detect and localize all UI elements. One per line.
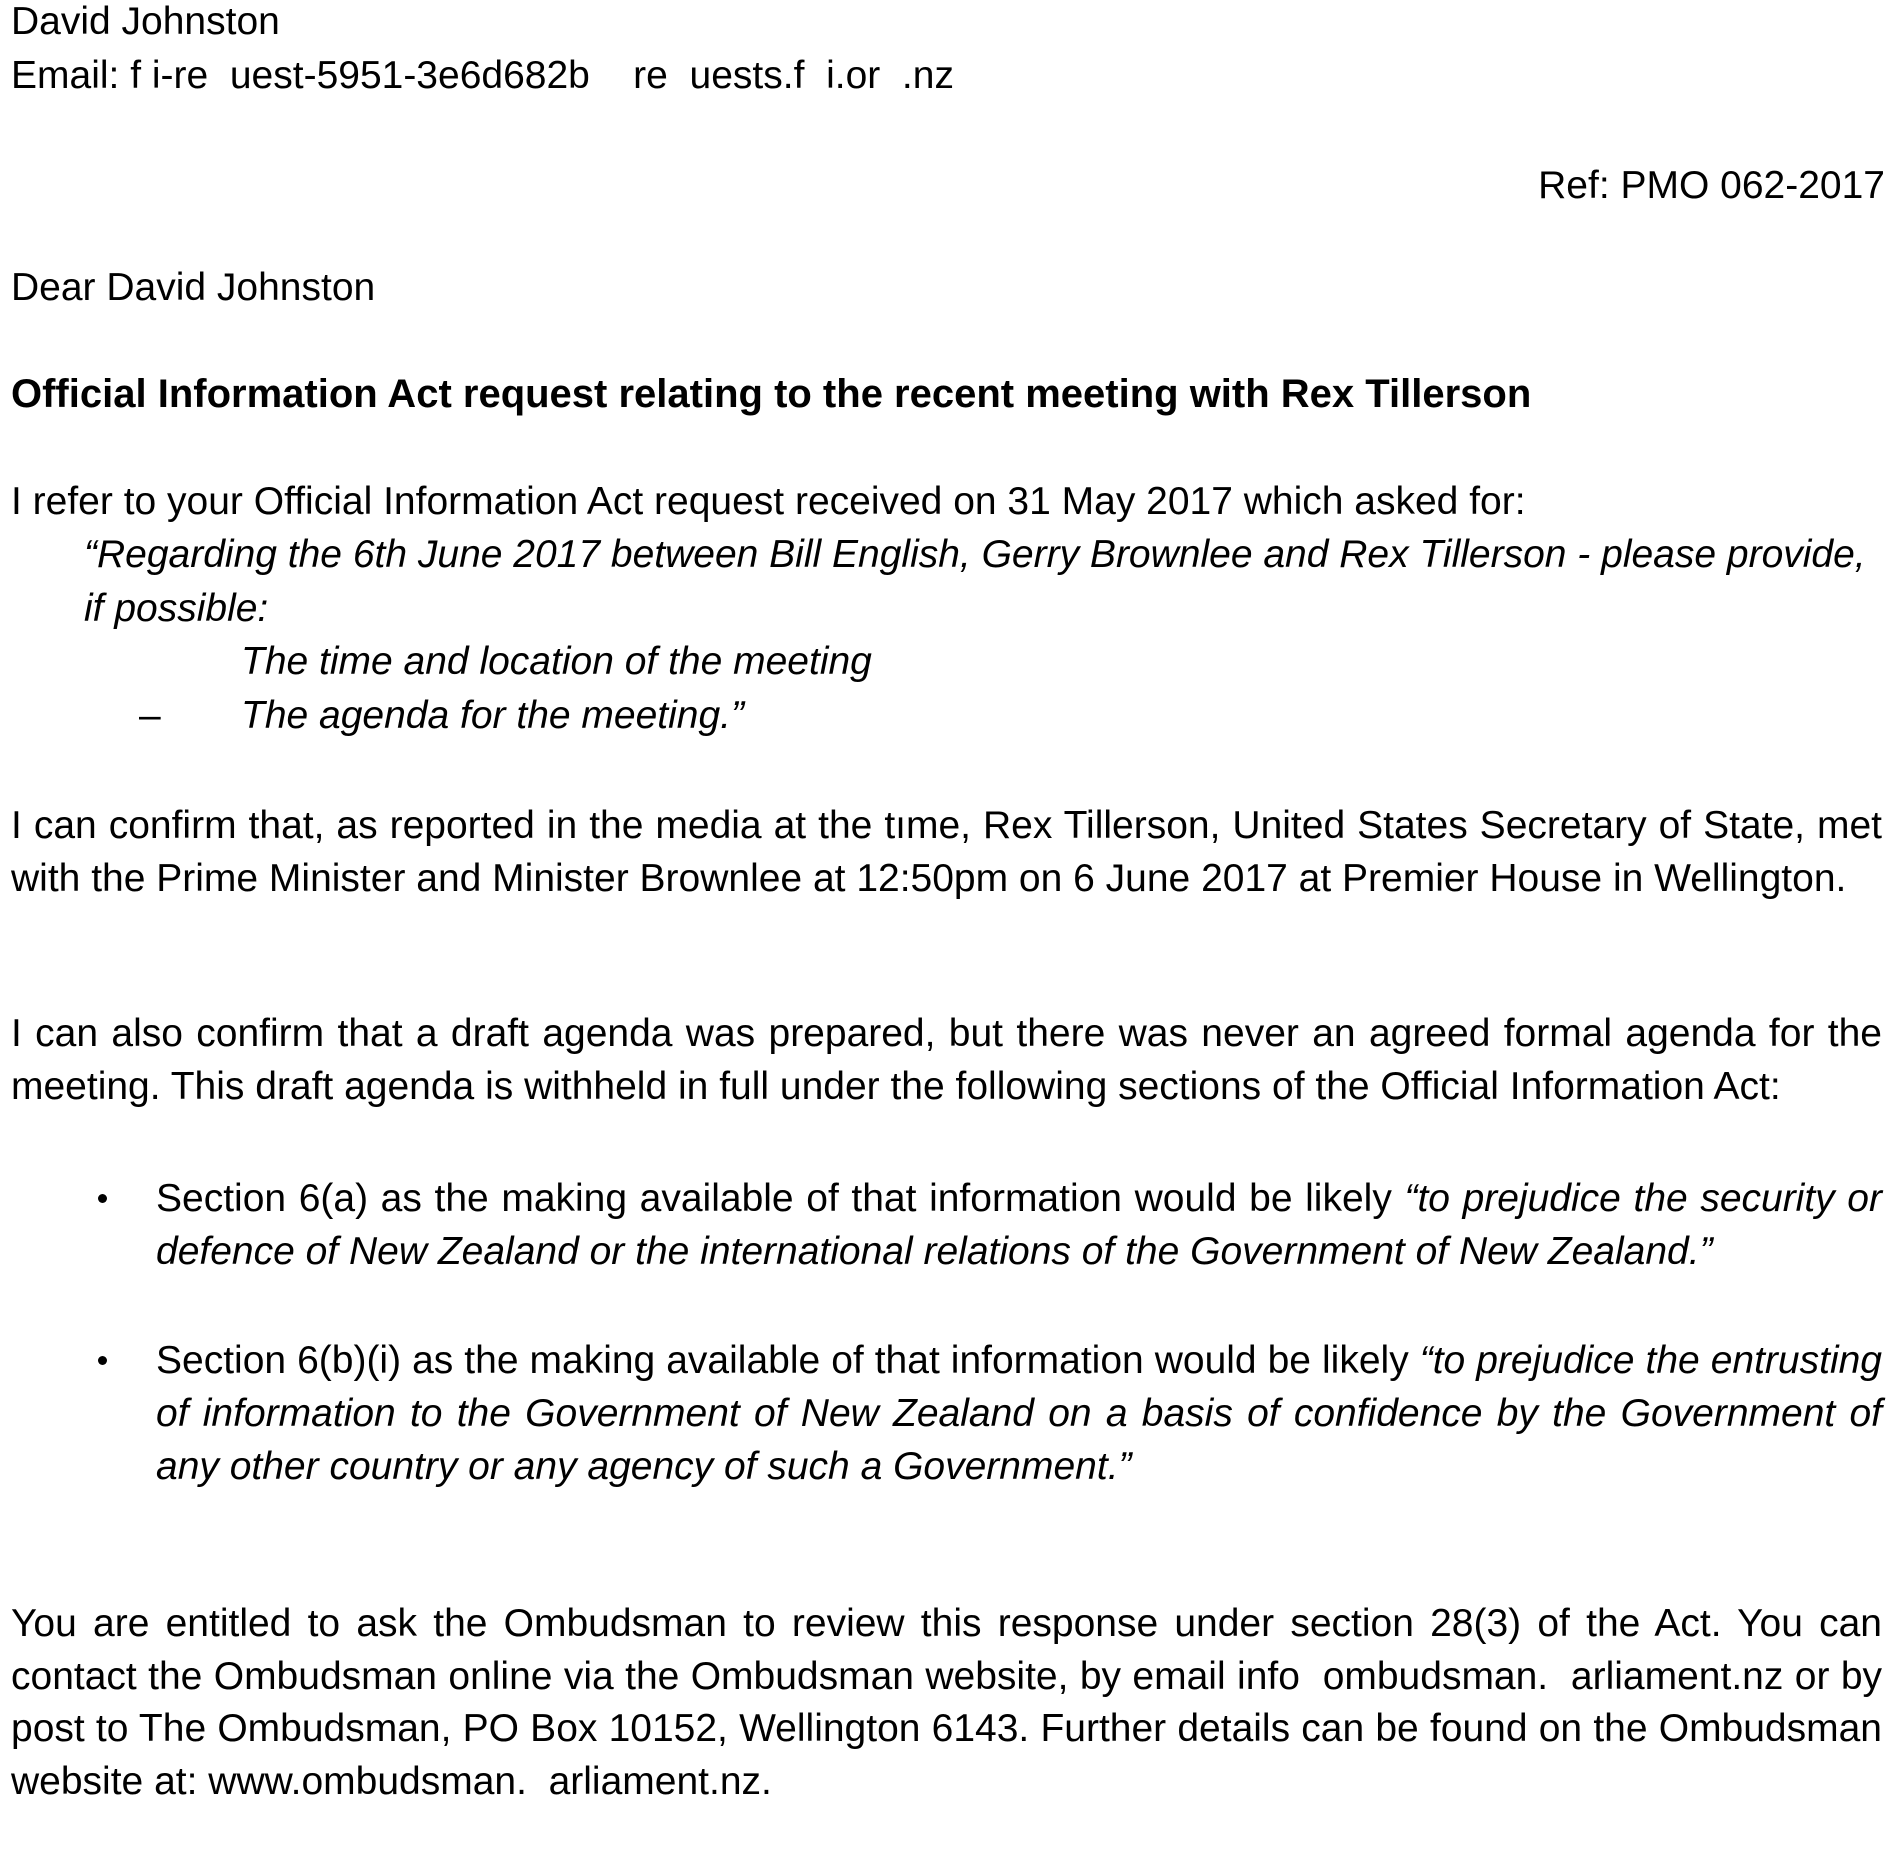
ombudsman-text: or by post to The Ombudsman, PO Box 10152, Wellington 6143. Further details can be found on the Ombudsman website at:	[11, 1654, 1883, 1803]
request-quote: “Regarding the 6th June 2017 between Bill English, Gerry Brownlee and Rex Tillerson - please provide, if possible:	[84, 533, 1866, 630]
agenda-paragraph: I can also confirm that a draft agenda was prepared, but there was never an agreed formal agenda for the meeting. This draft agenda is withheld in full under the following sections of the Official Information Act:	[11, 1012, 1882, 1108]
bullet-lead: Section 6(a) as the making available of that information would be likely	[156, 1177, 1405, 1220]
recipient-name: David Johnston	[11, 0, 280, 43]
bullet-lead: Section 6(b)(i) as the making available of that information would be likely	[156, 1339, 1420, 1382]
confirmation-paragraph: I can confirm that, as reported in the media at the tıme, Rex Tillerson, United States Secretary of State, met with the Prime Minister and Minister Brownlee at 12:50pm on 6 June 2017 at Premier House in Wellington.	[11, 804, 1882, 900]
salutation: Dear David Johnston	[11, 266, 376, 309]
recipient-email: Email: f i-re uest-5951-3e6d682b re uests.f i.or .nz	[11, 54, 954, 97]
ombudsman-text: You are entitled to ask the Ombudsman to review this response under section 28(3) of the Act. You can contact the Ombudsman online via the Ombudsman website, by email	[11, 1602, 1882, 1698]
withholding-ground-6a	[156, 1172, 1882, 1278]
ombudsman-email: info ombudsman. arliament.nz	[1237, 1654, 1784, 1698]
bullet-quote: “to prejudice the entrusting of information to the Government of New Zealand on a basis of confidence by the Government of any other country or any agency of such a Government.”	[156, 1339, 1882, 1488]
letter-heading: Official Information Act request relating to the recent meeting with Rex Tillerson	[11, 372, 1532, 416]
request-intro: I refer to your Official Information Act request received on 31 May 2017 which asked for:	[11, 480, 1526, 523]
bullet-quote: “to prejudice the security or defence of New Zealand or the international relations of the Government of New Zealand.”	[156, 1177, 1882, 1273]
request-item-marker: –	[139, 694, 161, 737]
ombudsman-paragraph	[11, 1598, 1882, 1808]
ombudsman-website: www.ombudsman. arliament.nz.	[208, 1759, 772, 1803]
bullet-marker	[98, 1356, 107, 1365]
request-item: The time and location of the meeting	[241, 640, 872, 683]
request-item: The agenda for the meeting.”	[241, 694, 744, 737]
withholding-ground-6bi	[156, 1334, 1882, 1493]
reference-number: Ref: PMO 062-2017	[1538, 164, 1885, 207]
bullet-marker	[98, 1194, 107, 1203]
